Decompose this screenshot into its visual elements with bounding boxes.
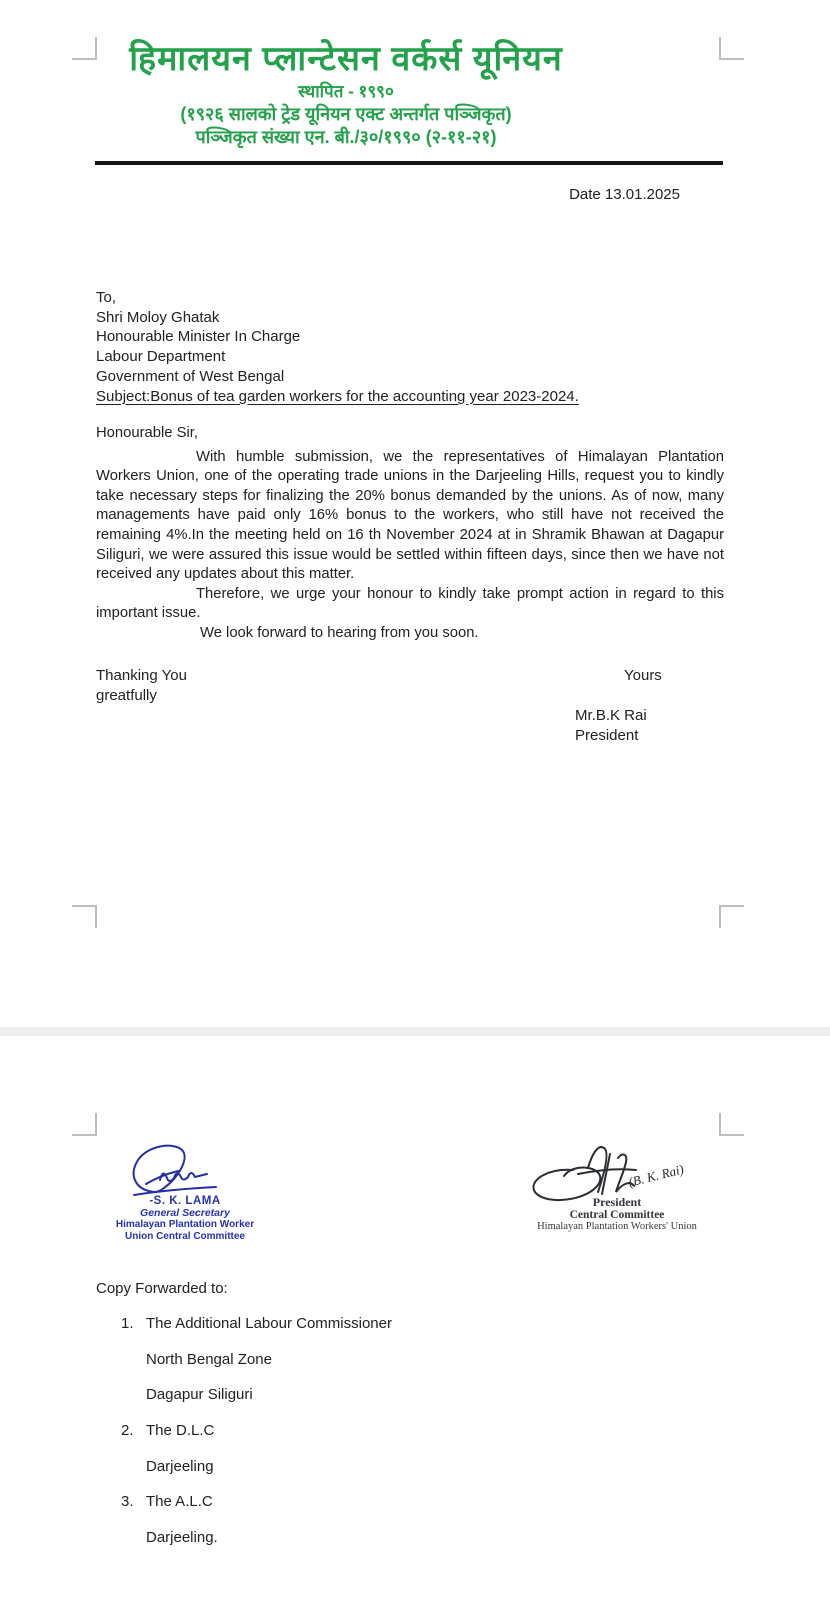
recipient-line: Honourable Minister In Charge [96,328,301,346]
list-item-number: 3. [121,1493,134,1511]
salutation: Honourable Sir, [96,425,198,441]
copy-forwarded-label: Copy Forwarded to: [96,1280,228,1297]
list-item-number: 2. [121,1422,134,1440]
letter-body [96,424,724,644]
list-item-text: The A.L.C [146,1493,213,1511]
recipient-line: Government of West Bengal [96,367,285,385]
recipient-line: Shri Moloy Ghatak [96,308,220,326]
date-line: Date 13.01.2025 [569,186,680,203]
stamp-org: Himalayan Plantation Workers' Union [537,1221,697,1232]
union-title: हिमालयन प्लान्टेसन वर्कर्स यूनियन [129,40,563,78]
recipient-line: Labour Department [96,348,226,366]
corner-crop-mark-bottom-left [72,905,97,928]
registration-note: (१९२६ सालको ट्रेड यूनियन एक्ट अन्तर्गत पञ्जिकृत) [180,104,512,124]
list-item [121,1315,392,1351]
letterhead-divider [95,161,723,165]
general-secretary-stamp [85,1196,285,1242]
stamp-name: -S. K. LAMA [149,1195,221,1207]
subject-line: Subject:Bonus of tea garden workers for the accounting year 2023-2024. [96,387,579,405]
corner-crop-mark-page2-right [719,1113,744,1136]
closing-gratefully: greatfully [96,687,157,704]
page-separator [0,1027,830,1036]
body-paragraph-3: We look forward to hearing from you soon. [200,624,479,641]
list-item-text: Darjeeling. [146,1529,218,1547]
closing-yours: Yours [624,667,662,684]
stamp-title: President [592,1195,642,1209]
signature-name-note: (B. K. Rai) [626,1161,686,1190]
list-item [121,1493,392,1529]
recipient-block [96,288,579,406]
list-item [121,1422,392,1458]
corner-crop-mark-bottom-right [719,905,744,928]
stamp-org-line1: Himalayan Plantation Worker [115,1219,255,1230]
copy-forwarded-list [121,1315,392,1565]
list-item [121,1351,392,1387]
registration-number: पञ्जिकृत संख्या एन. बी./३०/१९९० (२-११-२१) [195,127,497,147]
list-item [121,1386,392,1422]
corner-crop-mark-page2-left [72,1113,97,1136]
body-paragraph-1: With humble submission, we the representatives of Himalayan Plantation Workers Union, one of the operating trade unions in the Darjeeling Hills, request you to kindly take necessary steps for finalizing the 20% bonus demanded by the unions. As of now, many managements have paid only 16% bonus to the workers, who still have not received the remaining 4%.In the meeting held on 16 th November 2024 at in Shramik Bhawan at Dagapur Siliguri, we were assured this issue would be settled within fifteen days, since then we have not received any updates about this matter. [96,448,724,583]
corner-crop-mark-top-right [719,37,744,60]
lama-signature-icon [116,1140,281,1202]
list-item [121,1529,392,1565]
list-item-text: Dagapur Siliguri [146,1386,253,1404]
stamp-committee: Central Committee [569,1208,665,1221]
list-item-text: Darjeeling [146,1457,214,1475]
body-paragraph-2: Therefore, we urge your honour to kindly take prompt action in regard to this important issue. [96,585,724,622]
president-stamp [507,1196,727,1234]
list-item-text: The Additional Labour Commissioner [146,1315,392,1332]
stamp-title: General Secretary [140,1206,230,1219]
established-line: स्थापित - १९९० [298,82,394,101]
closing-thanking: Thanking You [96,667,187,684]
list-item-number: 1. [121,1315,134,1332]
list-item-text: North Bengal Zone [146,1350,272,1368]
stamp-org-line2: Union Central Committee [124,1230,245,1242]
recipient-line: To, [96,289,117,306]
list-item [121,1458,392,1494]
signatory-name: Mr.B.K Rai [575,707,647,724]
letterhead [0,38,692,149]
list-item-text: The D.L.C [146,1422,215,1440]
signatory-title: President [575,727,639,744]
